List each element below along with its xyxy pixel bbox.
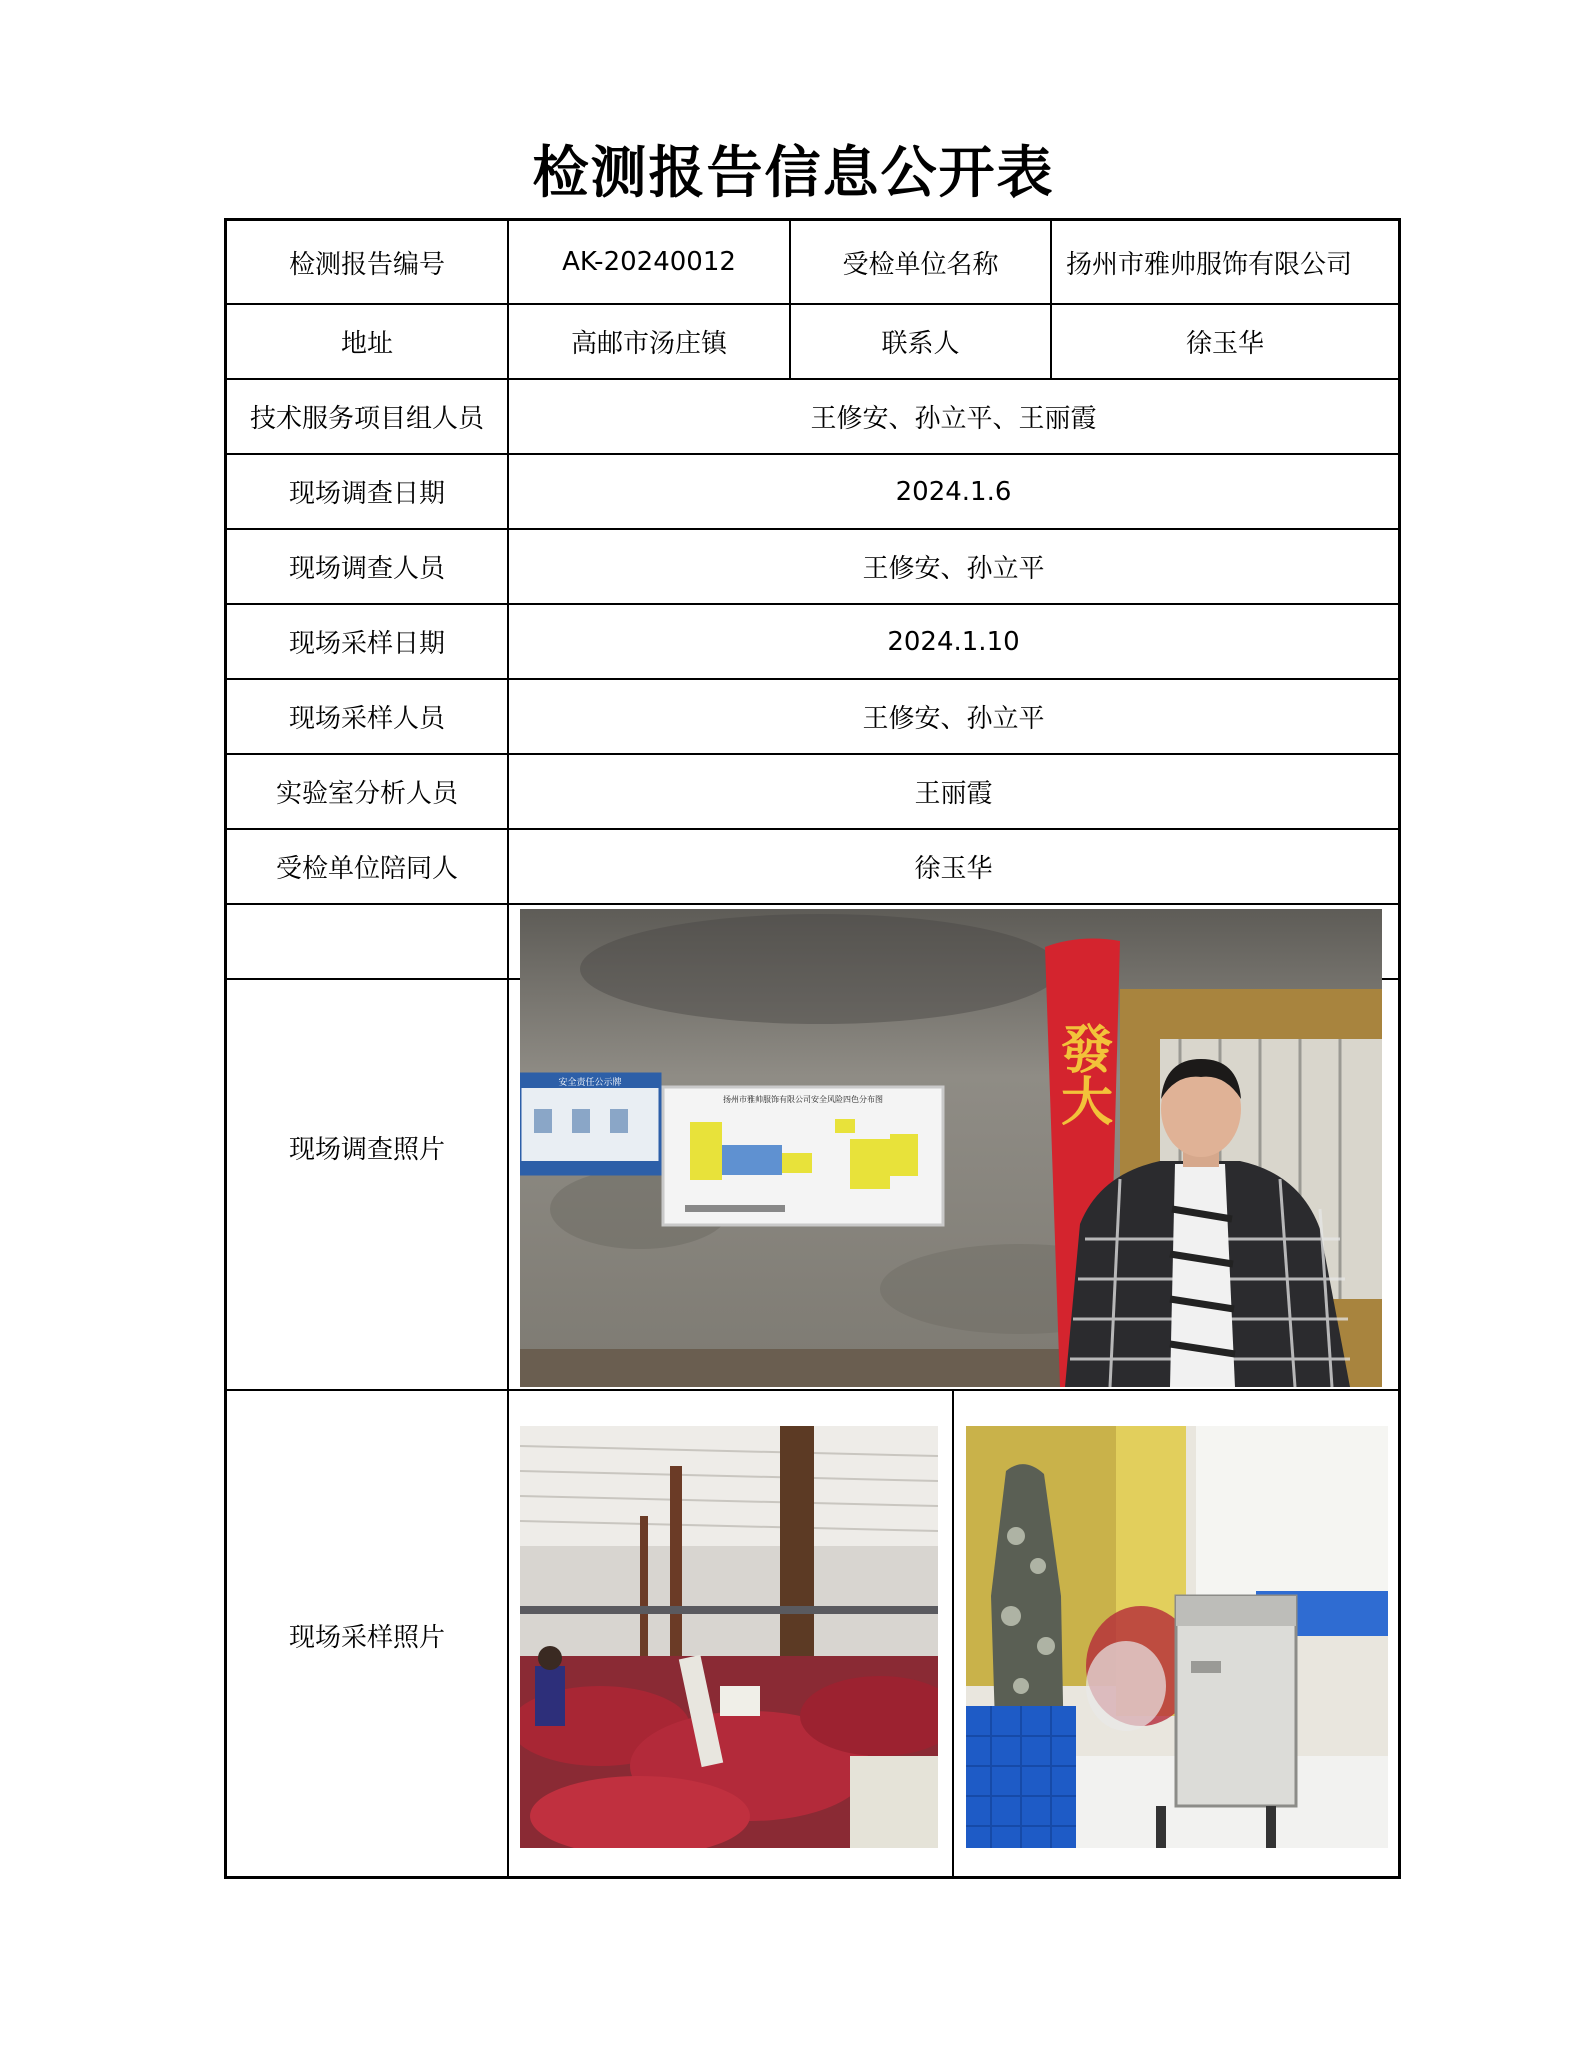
survey-date-label: 现场调查日期 — [288, 479, 445, 509]
survey-photo — [520, 909, 1382, 1387]
escort-value: 徐玉华 — [914, 854, 993, 884]
report-no-label: 检测报告编号 — [288, 249, 445, 280]
survey-staff-label: 现场调查人员 — [288, 554, 445, 584]
survey-photo-label: 现场调查照片 — [288, 1134, 445, 1165]
escort-label: 受检单位陪同人 — [275, 854, 458, 884]
lab-staff-label: 实验室分析人员 — [275, 779, 458, 809]
sampling-date-value: 2024.1.10 — [887, 626, 1020, 657]
unit-name-label: 受检单位名称 — [842, 249, 999, 280]
sampling-date-label: 现场采样日期 — [288, 629, 445, 659]
sampling-photo-label: 现场采样照片 — [288, 1622, 445, 1653]
risk-map-board — [663, 1087, 943, 1225]
team-label: 技术服务项目组人员 — [249, 404, 484, 434]
contact-value: 徐玉华 — [1185, 329, 1264, 359]
address-value: 高邮市汤庄镇 — [570, 329, 727, 359]
survey-staff-value: 王修安、孙立平 — [862, 554, 1045, 584]
sampling-staff-value: 王修安、孙立平 — [862, 704, 1045, 734]
team-value: 王修安、孙立平、王丽霞 — [810, 404, 1097, 434]
sampling-staff-label: 现场采样人员 — [288, 704, 445, 734]
contact-label: 联系人 — [881, 329, 960, 359]
page-title: 检测报告信息公开表 — [532, 140, 1055, 206]
risk-map-title: 扬州市雅帅服饰有限公司安全风险四色分布图 — [723, 1095, 883, 1104]
couplet-text: 發大 — [1051, 1022, 1113, 1126]
safety-board-title: 安全责任公示牌 — [558, 1078, 622, 1088]
sampling-photo-workshop — [520, 1426, 938, 1848]
lab-staff-value: 王丽霞 — [914, 779, 993, 809]
survey-date-value: 2024.1.6 — [895, 476, 1012, 507]
unit-name-value: 扬州市雅帅服饰有限公司 — [1066, 249, 1353, 280]
sampling-photo-instrument — [966, 1426, 1388, 1848]
info-table — [224, 218, 1401, 1879]
safety-board — [520, 1074, 660, 1174]
address-label: 地址 — [340, 329, 393, 359]
report-no-value: AK-20240012 — [562, 247, 736, 277]
